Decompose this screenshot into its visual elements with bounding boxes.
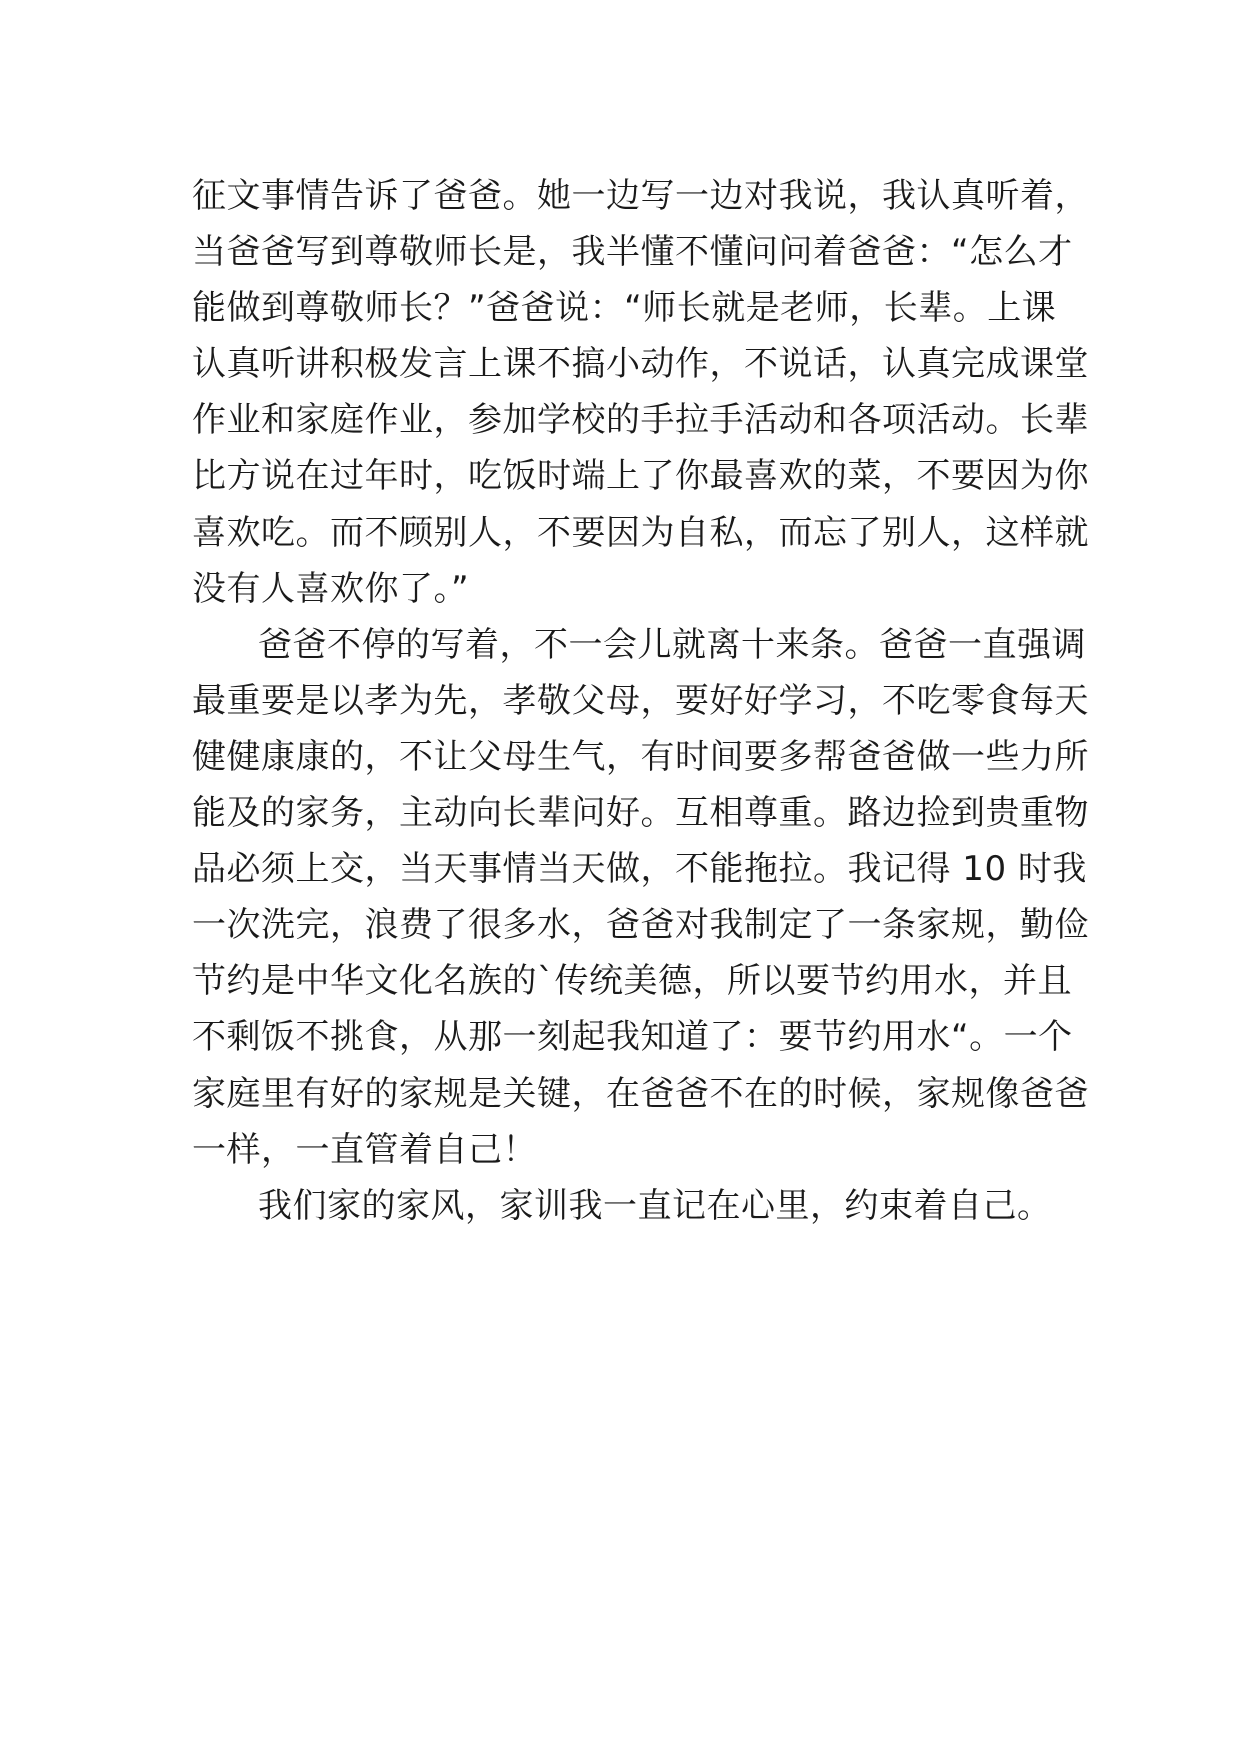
- text-line: 能及的家务，主动向长辈问好。互相尊重。路边捡到贵重物: [192, 793, 1089, 834]
- text-line: 能做到尊敬师长？”爸爸说：“师长就是老师，长辈。上课: [192, 288, 1057, 329]
- text-line: 作业和家庭作业，参加学校的手拉手活动和各项活动。长辈: [192, 400, 1089, 441]
- text-line-indented: 我们家的家风，家训我一直记在心里，约束着自己。: [258, 1185, 1052, 1226]
- text-line: 征文事情告诉了爸爸。她一边写一边对我说，我认真听着，: [192, 176, 1089, 216]
- text-line: 一样，一直管着自己！: [192, 1129, 537, 1170]
- text-line: 家庭里有好的家规是关键，在爸爸不在的时候，家规像爸爸: [192, 1073, 1089, 1114]
- text-line: 认真听讲积极发言上课不搞小动作，不说话，认真完成课堂: [192, 344, 1089, 385]
- document-body: [192, 168, 1089, 1234]
- text-line: 不剩饭不挑食，从那一刻起我知道了：要节约用水“。一个: [192, 1017, 1073, 1058]
- text-line: 品必须上交，当天事情当天做，不能拖拉。我记得 10 时我: [192, 849, 1087, 890]
- text-line: 喜欢吃。而不顾别人，不要因为自私，而忘了别人，这样就: [192, 512, 1089, 553]
- text-line-indented: 爸爸不停的写着，不一会儿就离十来条。爸爸一直强调: [258, 624, 1086, 665]
- text-line: 当爸爸写到尊敬师长是，我半懂不懂问问着爸爸：“怎么才: [192, 232, 1073, 273]
- text-line: 最重要是以孝为先，孝敬父母，要好好学习，不吃零食每天: [192, 680, 1089, 721]
- text-line: 一次洗完，浪费了很多水，爸爸对我制定了一条家规，勤俭: [192, 905, 1089, 946]
- text-line: 健健康康的，不让父母生气，有时间要多帮爸爸做一些力所: [192, 736, 1089, 777]
- text-line: 没有人喜欢你了。”: [192, 568, 470, 609]
- text-line: 节约是中华文化名族的`传统美德，所以要节约用水，并且: [192, 961, 1072, 1002]
- text-line: 比方说在过年时，吃饭时端上了你最喜欢的菜，不要因为你: [192, 456, 1089, 497]
